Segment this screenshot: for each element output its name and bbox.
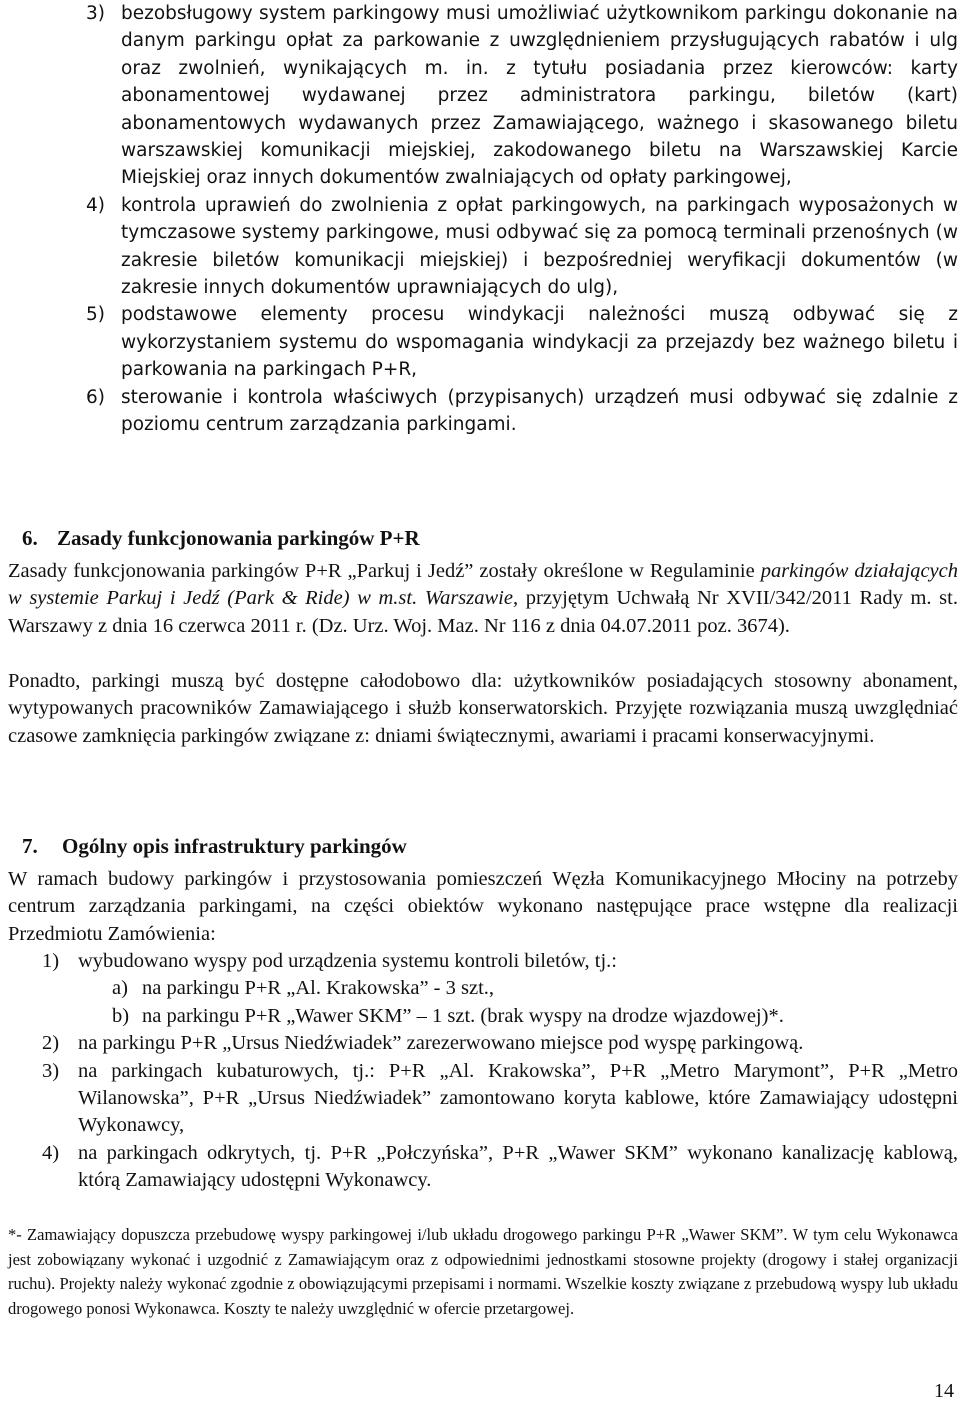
sub-list-item — [8, 975, 958, 1002]
list-item-number: 3) — [86, 3, 105, 24]
list-item-text: wybudowano wyspy pod urządzenia systemu kontroli biletów, tj.: — [78, 950, 617, 972]
sub-list — [78, 975, 958, 1030]
requirements-list — [86, 0, 958, 439]
list-item-number: 1) — [42, 950, 60, 972]
footnote-text: *- Zamawiający dopuszcza przebudowę wyspy parkingowej i/lub układu drogowego parkingu P+R „Wawer SKM”. W tym celu Wykonawca jest zobowiązany wykonać i uzgodnić z Zamawiającym oraz z odpowiednimi jednostkami stosowne projekty (drogowy i stałej organizacji ruchu). Projekty należy wykonać zgodnie z obowiązującymi przepisami i normami. Wszelkie koszty związane z przebudową wyspy lub układu drogowego ponosi Wykonawca. Koszty te należy uwzględnić w ofercie przetargowej. — [8, 1225, 958, 1318]
list-item — [86, 384, 958, 439]
section-7-intro-paragraph — [8, 866, 958, 948]
list-item — [8, 948, 958, 1030]
section-number: 7. — [22, 834, 38, 858]
page-number: 14 — [934, 1380, 954, 1402]
list-item-number: 4) — [86, 194, 105, 216]
list-item-text: sterowanie i kontrola właściwych (przypisanych) urządzeń musi odbywać się zdalnie z poziomu centrum zarządzania parkingami. — [121, 386, 958, 436]
paragraph-text: Zasady funkcjonowania parkingów P+R „Parkuj i Jedź” zostały określone w Regulaminie — [8, 560, 761, 582]
section-6-availability-paragraph — [8, 668, 958, 750]
paragraph-text: W ramach budowy parkingów i przystosowania pomieszczeń Węzła Komunikacyjnego Młociny na potrzeby centrum zarządzania parkingami, na części obiektów wykonano następujące prace wstępne dla realizacji Przedmiotu Zamówienia: — [8, 868, 958, 945]
section-number: 6. — [22, 526, 38, 550]
sub-list-item-letter: a) — [112, 977, 128, 1000]
infrastructure-list — [8, 948, 958, 1195]
list-item — [86, 301, 958, 383]
section-title: Zasady funkcjonowania parkingów P+R — [57, 526, 420, 550]
section-title: Ogólny opis infrastruktury parkingów — [62, 834, 407, 858]
sub-list-item — [8, 1003, 958, 1030]
list-item — [8, 1030, 958, 1057]
list-item — [86, 0, 958, 192]
section-6-regulation-paragraph — [8, 558, 958, 640]
list-item-number: 2) — [42, 1032, 60, 1055]
regulation-title: parkingów działających w systemie Parkuj i Jedź (Park & Ride) w m.st. Warszawie, — [8, 560, 958, 610]
list-item-number: 6) — [86, 386, 105, 408]
list-item-text: na parkingach odkrytych, tj. P+R „Połczyńska”, P+R „Wawer SKM” wykonano kanalizację kablową, którą Zamawiający udostępni Wykonawcy. — [78, 1141, 958, 1192]
footnote — [8, 1223, 958, 1321]
list-item — [86, 192, 958, 302]
list-item-text: na parkingu P+R „Ursus Niedźwiadek” zarezerwowano miejsce pod wyspę parkingową. — [78, 1032, 804, 1055]
list-item-text: na parkingach kubaturowych, tj.: P+R „Al. Krakowska”, P+R „Metro Marymont”, P+R „Metro Wilanowska”, P+R „Ursus Niedźwiadek” zamontowano koryta kablowe, które Zamawiający udostępni Wykonawcy, — [78, 1059, 958, 1137]
list-item-text: kontrola uprawień do zwolnienia z opłat parkingowych, na parkingach wyposażonych w tymczasowe systemy parkingowe, musi odbywać się za pomocą terminali przenośnych (w zakresie biletów komunikacji miejskiej) i bezpośredniej weryfikacji dokumentów (w zakresie innych dokumentów uprawniających do ulg), — [121, 194, 958, 299]
sub-list-item-text: na parkingu P+R „Wawer SKM” – 1 szt. (brak wyspy na drodze wjazdowej)*. — [142, 1004, 784, 1027]
list-item-text: podstawowe elementy procesu windykacji należności muszą odbywać się z wykorzystaniem systemu do wspomagania windykacji za przejazdy bez ważnego biletu i parkowania na parkingach P+R, — [121, 304, 958, 381]
paragraph-text: przyjętym Uchwałą Nr XVII/342/2011 Rady m. st. Warszawy z dnia 16 czerwca 2011 r. (Dz. Urz. Woj. Maz. Nr 116 z dnia 04.07.2011 poz. 3674). — [8, 587, 958, 637]
list-item — [8, 1058, 958, 1140]
list-item-number: 5) — [86, 304, 105, 326]
list-item-number: 3) — [42, 1059, 60, 1082]
list-item-text: bezobsługowy system parkingowy musi umożliwiać użytkownikom parkingu dokonanie na danym parkingu opłat za parkowanie z uwzględnieniem przysługujących rabatów i ulg oraz zwolnień, wynikających m. in. z tytułu posiadania przez kierowców: karty abonamentowej wydawanej przez administratora parkingu, biletów (kart) abonamentowych wydawanych przez Zamawiającego, ważnego i skasowanego biletu warszawskiej komunikacji miejskiej, zakodowanego biletu na Warszawskiej Karcie Miejskiej oraz innych dokumentów zwalniających od opłaty parkingowej, — [121, 3, 958, 189]
list-item-number: 4) — [42, 1141, 60, 1164]
list-item — [8, 1140, 958, 1195]
sub-list-item-text: na parkingu P+R „Al. Krakowska” - 3 szt., — [142, 977, 495, 1000]
paragraph-text: Ponadto, parkingi muszą być dostępne całodobowo dla: użytkowników posiadających stosowny abonament, wytypowanych pracowników Zamawiającego i służb konserwatorskich. Przyjęte rozwiązania muszą uwzględniać czasowe zamknięcia parkingów związane z: dniami świątecznymi, awariami i pracami konserwacyjnymi. — [8, 670, 958, 747]
sub-list-item-letter: b) — [112, 1004, 130, 1027]
